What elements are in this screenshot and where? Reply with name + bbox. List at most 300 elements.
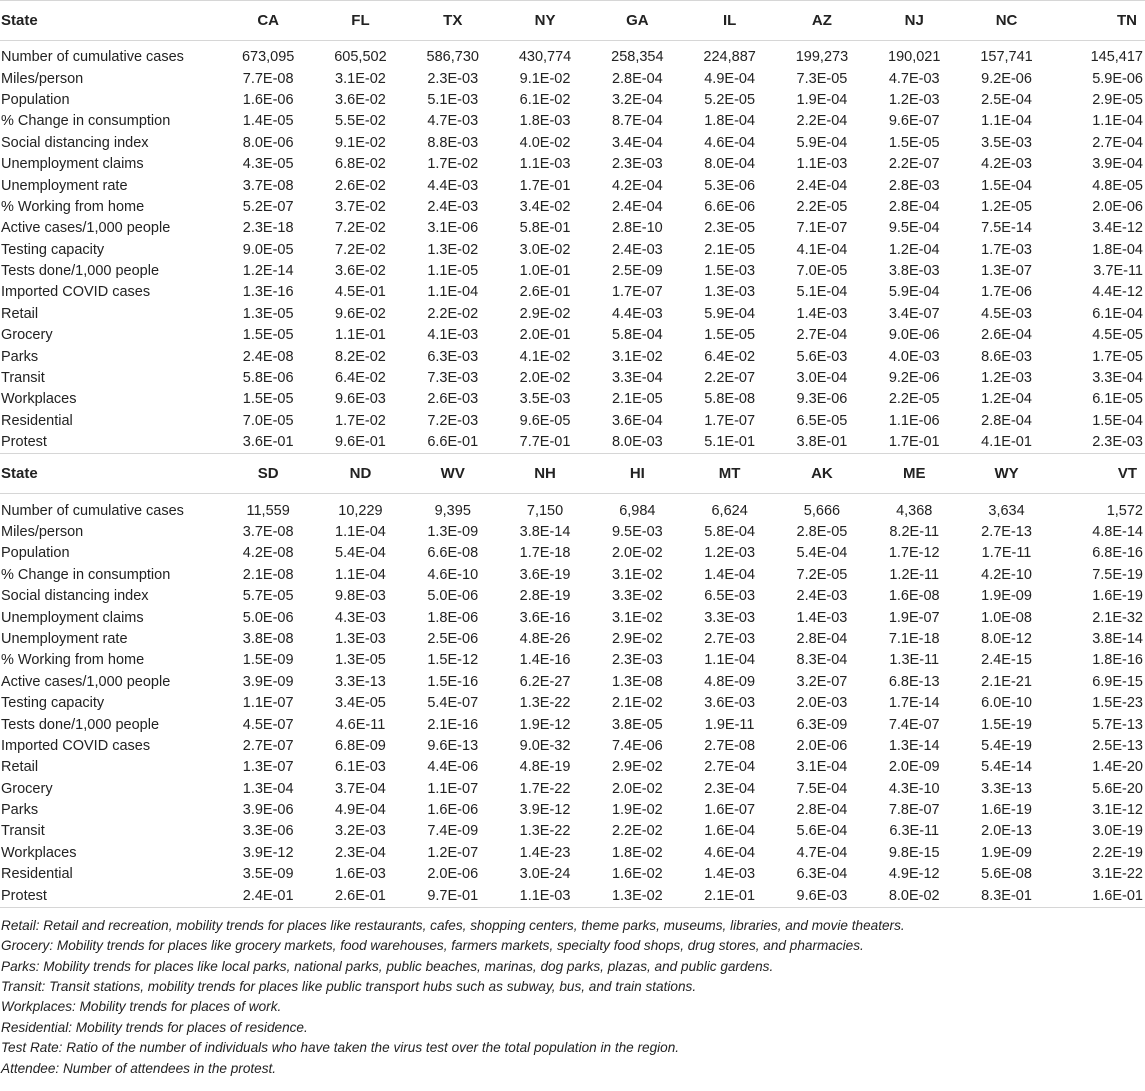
table-cell: 2.2E-04: [796, 113, 848, 130]
table-cell: 1.1E-04: [335, 566, 386, 583]
table-cell: 1.7E-07: [611, 284, 663, 301]
table-cell: 1.8E-02: [611, 844, 663, 861]
table-cell: 6.8E-09: [335, 737, 386, 754]
table-cell: 1.5E-05: [704, 327, 756, 344]
row-label: Parks: [1, 348, 39, 365]
table-cell: 9.1E-02: [519, 70, 571, 87]
table-cell: 3.4E-04: [611, 134, 663, 151]
table-cell: 3.0E-19: [1092, 823, 1143, 840]
row-label: Transit: [1, 370, 45, 387]
table-cell: 8.0E-06: [242, 134, 294, 151]
table-cell: 3.8E-14: [1092, 630, 1143, 647]
table-cell: 1.1E-04: [1092, 113, 1143, 130]
table-row: [0, 389, 1145, 410]
table-cell: 1.4E-03: [796, 609, 848, 626]
table-cell: 3.5E-09: [242, 866, 294, 883]
table-cell: 3.1E-02: [611, 609, 663, 626]
table-cell: 258,354: [611, 49, 664, 66]
table-cell: 1.6E-07: [704, 802, 756, 819]
table-cell: 2.1E-08: [242, 566, 294, 583]
table-cell: 5.8E-08: [704, 391, 756, 408]
table-cell: 5.9E-04: [796, 134, 848, 151]
table-row: [0, 821, 1145, 842]
header-row-panel-1: [0, 1, 1145, 41]
table-cell: 586,730: [426, 49, 479, 66]
table-cell: 1,572: [1106, 502, 1143, 519]
table-cell: 4.8E-14: [1092, 524, 1143, 540]
table-cell: 6.8E-13: [888, 673, 940, 690]
table-cell: 4.7E-03: [427, 113, 479, 130]
table-cell: 9.6E-03: [335, 391, 386, 408]
state-header-tx: TX: [407, 1, 499, 41]
table-cell: 4.6E-10: [427, 566, 479, 583]
table-cell: 9.6E-13: [427, 737, 479, 754]
table-row: [0, 175, 1145, 196]
table-cell: 3.3E-04: [1092, 370, 1143, 387]
table-cell: 4.5E-05: [1092, 327, 1143, 344]
table-cell: 673,095: [241, 49, 295, 66]
state-header-az: AZ: [776, 1, 868, 41]
table-cell: 3.7E-11: [1093, 263, 1143, 280]
table-cell: 4.1E-02: [519, 348, 571, 365]
table-row: [0, 494, 1145, 522]
row-label: Retail: [1, 759, 39, 776]
table-cell: 3.2E-04: [611, 91, 663, 108]
table-cell: 1.1E-04: [981, 113, 1032, 130]
table-cell: 2.7E-04: [1092, 134, 1143, 151]
table-row: [0, 736, 1145, 757]
table-cell: 2.2E-05: [888, 391, 940, 408]
table-cell: 4.6E-04: [704, 844, 756, 861]
table-cell: 8.0E-04: [704, 156, 756, 173]
table-cell: 8.3E-01: [960, 885, 1052, 907]
table-cell: 4.4E-03: [427, 177, 479, 194]
row-label: Population: [1, 545, 70, 562]
table-cell: 8.3E-04: [796, 652, 848, 669]
table-cell: 9.7E-01: [407, 885, 499, 907]
table-cell: 4.9E-12: [888, 866, 940, 883]
table-cell: 1.3E-05: [242, 305, 294, 322]
table-cell: 1.2E-03: [888, 91, 940, 108]
table-cell: 5.9E-04: [888, 284, 940, 301]
table-cell: 2.7E-13: [981, 524, 1032, 540]
table-cell: 5.8E-06: [242, 370, 294, 387]
table-cell: 1.6E-06: [242, 91, 294, 108]
table-cell: 6.8E-16: [1092, 545, 1143, 562]
table-cell: 9.8E-03: [335, 588, 386, 605]
row-label: Unemployment claims: [1, 609, 144, 626]
row-label: Grocery: [1, 327, 53, 344]
table-row: [0, 779, 1145, 800]
table-cell: 1.5E-09: [242, 652, 294, 669]
table-cell: 6.5E-03: [704, 588, 756, 605]
table-cell: 6.2E-27: [519, 673, 571, 690]
table-cell: 2.1E-16: [427, 716, 479, 733]
table-cell: 1.3E-11: [889, 652, 940, 669]
table-cell: 2.1E-01: [683, 885, 775, 907]
table-cell: 1.8E-03: [519, 113, 571, 130]
table-row: [0, 346, 1145, 367]
table-cell: 3.1E-02: [335, 70, 386, 87]
table-cell: 6.9E-15: [1092, 673, 1143, 690]
table-cell: 7.2E-02: [335, 241, 386, 258]
table-cell: 2.0E-02: [611, 780, 663, 797]
table-cell: 1.1E-03: [499, 885, 591, 907]
table-cell: 224,887: [703, 49, 756, 66]
table-cell: 5.8E-01: [519, 220, 571, 237]
table-cell: 2.8E-19: [519, 588, 571, 605]
table-cell: 10,229: [338, 502, 383, 519]
table-cell: 4.0E-03: [888, 348, 940, 365]
table-row: [0, 586, 1145, 607]
state-header-me: ME: [868, 454, 960, 494]
row-label: Workplaces: [1, 391, 77, 408]
table-cell: 6.6E-08: [427, 545, 479, 562]
table-cell: 1.4E-05: [242, 113, 294, 130]
table-row: [0, 693, 1145, 714]
row-label: % Working from home: [1, 652, 145, 669]
table-cell: 1.2E-04: [888, 241, 940, 258]
table-cell: 5.4E-19: [981, 737, 1032, 754]
table-cell: 6.0E-10: [981, 695, 1032, 712]
table-cell: 2.0E-13: [981, 823, 1032, 840]
table-cell: 4.3E-05: [242, 156, 294, 173]
table-cell: 1.6E-04: [704, 823, 756, 840]
footnote: Retail: Retail and recreation, mobility trends for places like restaurants, cafes, shopping centers, theme parks, museums, libraries, and movie theaters.: [1, 917, 905, 933]
table-cell: 5.7E-05: [242, 588, 294, 605]
table-cell: 1.8E-04: [704, 113, 756, 130]
table-cell: 3.4E-07: [888, 305, 940, 322]
table-cell: 1.1E-04: [427, 284, 479, 301]
table-cell: 1.5E-04: [981, 177, 1032, 194]
table-cell: 2.1E-32: [1092, 609, 1143, 626]
table-cell: 7.1E-07: [796, 220, 848, 237]
table-row: [0, 68, 1145, 89]
table-cell: 3.1E-12: [1092, 802, 1143, 819]
table-cell: 8.2E-02: [335, 348, 386, 365]
table-cell: 3.0E-24: [519, 866, 571, 883]
table-cell: 8.6E-03: [981, 348, 1032, 365]
results-table-body: [0, 1, 1145, 908]
row-label: Active cases/1,000 people: [1, 220, 171, 237]
table-row: [0, 885, 1145, 907]
table-cell: 1.7E-06: [981, 284, 1032, 301]
table-cell: 4.1E-04: [796, 241, 848, 258]
table-cell: 11,559: [246, 502, 290, 519]
table-cell: 1.9E-09: [981, 844, 1032, 861]
table-cell: 1.5E-19: [981, 716, 1032, 733]
table-cell: 1.4E-16: [519, 652, 571, 669]
table-cell: 4.2E-04: [611, 177, 663, 194]
footnote: Residential: Mobility trends for places of residence.: [1, 1019, 308, 1035]
table-cell: 1.6E-03: [335, 866, 386, 883]
table-cell: 7,150: [526, 502, 564, 519]
table-cell: 5.4E-04: [335, 545, 386, 562]
table-cell: 3.7E-08: [242, 177, 294, 194]
table-cell: 1.5E-12: [427, 652, 479, 669]
table-cell: 1.3E-14: [888, 737, 940, 754]
table-row: [0, 843, 1145, 864]
table-cell: 1.7E-03: [981, 241, 1032, 258]
table-row: [0, 629, 1145, 650]
table-row: [0, 90, 1145, 111]
table-cell: 157,741: [980, 49, 1033, 66]
table-cell: 1.9E-09: [981, 588, 1032, 605]
table-cell: 6.3E-09: [796, 716, 848, 733]
table-cell: 145,417: [1090, 49, 1143, 66]
row-label: Imported COVID cases: [1, 284, 151, 301]
row-label: Imported COVID cases: [1, 737, 151, 754]
table-cell: 6.1E-03: [335, 759, 386, 776]
table-cell: 1.5E-05: [888, 134, 940, 151]
table-cell: 2.2E-02: [611, 823, 663, 840]
table-cell: 2.4E-03: [611, 241, 663, 258]
table-cell: 2.0E-09: [888, 759, 940, 776]
table-cell: 2.2E-05: [796, 198, 848, 215]
table-cell: 3.5E-03: [981, 134, 1032, 151]
table-cell: 1.3E-03: [335, 630, 386, 647]
state-header-ak: AK: [776, 454, 868, 494]
table-cell: 3.6E-02: [335, 91, 386, 108]
row-label: Residential: [1, 866, 73, 883]
row-label: Number of cumulative cases: [1, 502, 184, 519]
row-label: Social distancing index: [1, 134, 149, 151]
table-cell: 2.6E-01: [519, 284, 571, 301]
table-cell: 5.6E-08: [981, 866, 1032, 883]
table-cell: 2.8E-04: [796, 802, 848, 819]
table-cell: 5.1E-01: [683, 432, 775, 454]
table-cell: 2.8E-04: [611, 70, 663, 87]
row-label: % Change in consumption: [1, 113, 171, 130]
table-cell: 3.9E-12: [242, 844, 294, 861]
table-cell: 3.6E-19: [519, 566, 571, 583]
table-cell: 6.1E-02: [519, 91, 571, 108]
row-label: Testing capacity: [1, 241, 105, 258]
table-cell: 2.0E-02: [611, 545, 663, 562]
table-cell: 9.6E-07: [888, 113, 940, 130]
table-cell: 3.3E-13: [335, 673, 386, 690]
table-cell: 3.9E-06: [242, 802, 294, 819]
table-row: [0, 714, 1145, 735]
table-row: [0, 864, 1145, 885]
table-cell: 2.0E-03: [796, 695, 848, 712]
table-row: [0, 261, 1145, 282]
table-cell: 3.5E-03: [519, 391, 571, 408]
row-label: Transit: [1, 823, 45, 840]
table-cell: 2.7E-04: [704, 759, 756, 776]
table-cell: 4,368: [896, 502, 933, 519]
table-cell: 7.5E-14: [981, 220, 1032, 237]
table-cell: 3.2E-07: [796, 673, 848, 690]
table-cell: 3.2E-03: [335, 823, 386, 840]
table-cell: 6.4E-02: [335, 370, 386, 387]
table-cell: 2.4E-08: [242, 348, 294, 365]
table-cell: 1.8E-04: [1092, 241, 1143, 258]
row-label: Miles/person: [1, 524, 84, 540]
table-cell: 1.5E-05: [242, 391, 294, 408]
table-row: [0, 432, 1145, 454]
table-row: [0, 133, 1145, 154]
state-header-sd: SD: [222, 454, 314, 494]
table-cell: 2.5E-09: [611, 263, 663, 280]
table-cell: 1.1E-07: [427, 780, 479, 797]
table-cell: 2.9E-02: [611, 630, 663, 647]
table-cell: 1.1E-03: [796, 156, 848, 173]
table-cell: 1.3E-16: [242, 284, 294, 301]
table-cell: 3.6E-02: [335, 263, 386, 280]
row-label: Grocery: [1, 780, 53, 797]
table-cell: 1.1E-04: [704, 652, 756, 669]
table-cell: 2.8E-10: [611, 220, 663, 237]
table-cell: 2.0E-06: [427, 866, 479, 883]
table-cell: 5.0E-06: [242, 609, 294, 626]
table-cell: 3.8E-14: [519, 524, 571, 540]
table-cell: 2.6E-01: [314, 885, 406, 907]
table-cell: 5.5E-02: [335, 113, 386, 130]
table-cell: 2.4E-04: [611, 198, 663, 215]
table-cell: 2.8E-04: [888, 198, 940, 215]
table-cell: 4.7E-04: [796, 844, 848, 861]
table-cell: 5.6E-03: [796, 348, 848, 365]
state-header-fl: FL: [314, 1, 406, 41]
table-cell: 1.6E-06: [427, 802, 479, 819]
table-cell: 2.1E-05: [704, 241, 756, 258]
table-cell: 5.4E-07: [427, 695, 479, 712]
row-label: Workplaces: [1, 844, 77, 861]
table-cell: 1.7E-14: [888, 695, 940, 712]
table-cell: 9.2E-06: [888, 370, 940, 387]
table-cell: 2.5E-13: [1092, 737, 1143, 754]
table-cell: 3.8E-03: [888, 263, 940, 280]
table-cell: 2.9E-02: [611, 759, 663, 776]
table-cell: 8.7E-04: [611, 113, 663, 130]
table-cell: 1.1E-06: [888, 412, 940, 429]
table-cell: 1.3E-22: [519, 695, 571, 712]
table-cell: 1.6E-19: [981, 802, 1032, 819]
table-cell: 5.9E-04: [704, 305, 756, 322]
table-cell: 1.5E-04: [1092, 412, 1143, 429]
table-cell: 2.4E-04: [796, 177, 848, 194]
table-cell: 3.4E-05: [335, 695, 386, 712]
table-cell: 5.7E-13: [1092, 716, 1143, 733]
table-cell: 1.0E-08: [981, 609, 1032, 626]
table-cell: 1.6E-08: [888, 588, 940, 605]
table-cell: 3.3E-03: [704, 609, 756, 626]
table-cell: 2.3E-18: [242, 220, 294, 237]
table-cell: 2.8E-03: [888, 177, 940, 194]
table-cell: 9.6E-01: [314, 432, 406, 454]
table-cell: 6.3E-04: [796, 866, 848, 883]
table-cell: 4.9E-04: [335, 802, 386, 819]
table-cell: 2.8E-05: [796, 524, 848, 540]
table-cell: 1.3E-04: [242, 780, 294, 797]
table-cell: 2.3E-03: [611, 156, 663, 173]
table-row: [0, 240, 1145, 261]
table-cell: 4.6E-11: [335, 716, 386, 733]
table-cell: 9.0E-05: [242, 241, 294, 258]
table-cell: 2.6E-04: [981, 327, 1032, 344]
table-cell: 1.3E-02: [591, 885, 683, 907]
table-cell: 1.4E-03: [796, 305, 848, 322]
row-label: Social distancing index: [1, 588, 149, 605]
table-cell: 2.7E-03: [704, 630, 756, 647]
table-cell: 1.7E-11: [981, 545, 1032, 562]
table-cell: 3.3E-02: [611, 588, 663, 605]
table-cell: 9.8E-15: [888, 844, 940, 861]
table-cell: 1.4E-20: [1092, 759, 1143, 776]
table-row: [0, 304, 1145, 325]
state-column-header: State: [0, 1, 222, 41]
table-cell: 4.5E-01: [335, 284, 386, 301]
table-cell: 605,502: [334, 49, 387, 66]
footnote: Attendee: Number of attendees in the protest.: [1, 1060, 277, 1076]
table-cell: 7.2E-02: [335, 220, 386, 237]
table-cell: 5,666: [803, 502, 841, 519]
table-cell: 1.4E-23: [519, 844, 571, 861]
table-cell: 3.6E-04: [611, 412, 663, 429]
row-label: Population: [1, 91, 70, 108]
row-label: Miles/person: [1, 70, 84, 87]
table-cell: 1.3E-09: [427, 524, 479, 540]
table-cell: 7.3E-05: [796, 70, 848, 87]
table-cell: 1.7E-05: [1092, 348, 1143, 365]
table-cell: 3.4E-02: [519, 198, 571, 215]
table-cell: 2.0E-06: [1092, 198, 1143, 215]
table-cell: 4.5E-03: [981, 305, 1032, 322]
table-cell: 4.8E-26: [519, 630, 571, 647]
table-cell: 1.7E-12: [888, 545, 940, 562]
table-cell: 1.9E-07: [888, 609, 940, 626]
table-cell: 1.3E-03: [704, 284, 756, 301]
table-cell: 2.2E-02: [427, 305, 479, 322]
table-row: [0, 282, 1145, 303]
table-cell: 1.6E-02: [611, 866, 663, 883]
table-cell: 1.7E-07: [704, 412, 756, 429]
row-label: Protest: [0, 432, 222, 454]
table-row: [0, 325, 1145, 346]
table-cell: 2.1E-05: [611, 391, 663, 408]
table-cell: 9.6E-05: [519, 412, 571, 429]
table-cell: 5.3E-06: [704, 177, 756, 194]
table-cell: 5.0E-06: [427, 588, 479, 605]
table-cell: 1.4E-03: [704, 866, 756, 883]
table-cell: 2.3E-03: [427, 70, 479, 87]
state-header-vt: VT: [1053, 454, 1145, 494]
footnote: Workplaces: Mobility trends for places of work.: [1, 999, 282, 1015]
table-cell: 1.3E-07: [242, 759, 294, 776]
table-cell: 9.0E-06: [888, 327, 940, 344]
table-cell: 6,624: [711, 502, 748, 519]
table-cell: 6.4E-02: [704, 348, 756, 365]
row-label: Unemployment rate: [1, 630, 128, 647]
table-cell: 9.5E-03: [611, 524, 663, 540]
table-cell: 1.7E-02: [335, 412, 386, 429]
table-cell: 3.1E-06: [427, 220, 479, 237]
row-label: Protest: [0, 885, 222, 907]
table-row: [0, 565, 1145, 586]
table-cell: 3.9E-04: [1092, 156, 1143, 173]
table-cell: 2.5E-06: [427, 630, 479, 647]
table-cell: 4.5E-07: [242, 716, 294, 733]
table-cell: 2.6E-03: [427, 391, 479, 408]
table-cell: 2.4E-01: [222, 885, 314, 907]
table-cell: 3.9E-12: [519, 802, 571, 819]
table-cell: 1.5E-05: [242, 327, 294, 344]
table-cell: 2.3E-05: [704, 220, 756, 237]
table-row: [0, 41, 1145, 69]
table-cell: 5.6E-04: [796, 823, 848, 840]
table-cell: 6.1E-04: [1092, 305, 1143, 322]
